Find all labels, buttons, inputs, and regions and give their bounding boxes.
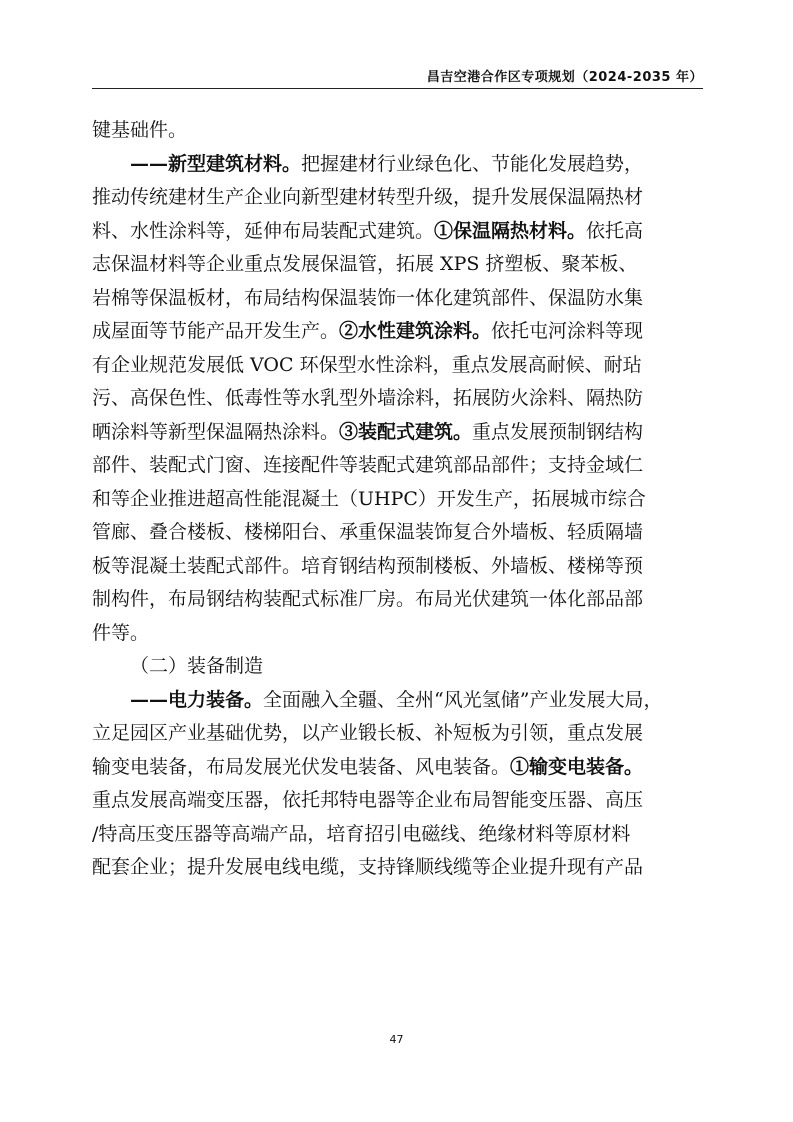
text-run: 岩棉等保温板材，布局结构保温装饰一体化建筑部件、保温防水集 (92, 286, 644, 309)
text-line (92, 516, 703, 550)
text-run: 件等。 (92, 621, 150, 644)
text-line (92, 751, 703, 785)
text-run: 重点发展高端变压器，依托邦特电器等企业布局智能变压器、高压 (92, 789, 644, 811)
text-line (92, 617, 703, 651)
text-line (92, 114, 703, 148)
text-line (92, 818, 703, 852)
bold-heading-run: ——电力装备。 (130, 688, 264, 711)
text-run: 制构件，布局钢结构装配式标准厂房。布局光伏建筑一体化部品部 (92, 588, 644, 610)
text-run: 键基础件。 (92, 119, 188, 141)
text-run: 配套企业；提升发展电线电缆，支持锋顺线缆等企业提升现有产品 (92, 856, 644, 878)
text-line (92, 416, 703, 450)
text-run: /特高压变压器等高端产品，培育招引电磁线、绝缘材料等原材料 (92, 822, 631, 845)
text-line (92, 650, 703, 684)
paragraph (92, 650, 703, 684)
text-run: 板等混凝土装配式部件。培育钢结构预制楼板、外墙板、楼梯等预 (92, 554, 644, 577)
text-line (92, 851, 703, 885)
text-run: 污、高保色性、低毒性等水乳型外墙涂料，拓展防火涂料、隔热防 (92, 387, 644, 409)
text-line (92, 717, 703, 751)
document-body (92, 114, 703, 885)
text-line (92, 215, 703, 249)
text-line (92, 483, 703, 517)
text-run: 输变电装备，布局发展光伏发电装备、风电装备。 (92, 755, 511, 778)
text-line (92, 784, 703, 818)
text-run: （二）装备制造 (130, 655, 264, 677)
text-line (92, 148, 703, 182)
bold-heading-run: ②水性建筑涂料。 (339, 320, 492, 342)
bold-heading-run: ①输变电装备。 (510, 755, 644, 778)
text-run: 依托屯河涂料等现 (491, 320, 644, 342)
bold-heading-run: ①保温隔热材料。 (434, 219, 587, 242)
paragraph (92, 684, 703, 885)
text-line (92, 349, 703, 383)
header-title: 昌吉空港合作区专项规划（2024-2035 年） (426, 70, 703, 85)
text-run: 把握建材行业绿色化、节能化发展趋势， (301, 152, 644, 175)
running-header (92, 66, 703, 89)
text-run: 管廊、叠合楼板、楼梯阳台、承重保温装饰复合外墙板、轻质隔墙 (92, 521, 644, 543)
text-line (92, 449, 703, 483)
text-run: 重点发展预制钢结构 (472, 420, 644, 443)
text-run: 立足园区产业基础优势，以产业锻长板、补短板为引领，重点发展 (92, 722, 644, 744)
text-line (92, 684, 703, 718)
text-run: 推动传统建材生产企业向新型建材转型升级，提升发展保温隔热材 (92, 186, 644, 208)
text-line (92, 550, 703, 584)
text-line (92, 248, 703, 282)
text-line (92, 181, 703, 215)
text-run: 成屋面等节能产品开发生产。 (92, 320, 340, 342)
text-run: 晒涂料等新型保温隔热涂料。 (92, 420, 340, 443)
page-number: 47 (389, 1033, 404, 1046)
text-line (92, 282, 703, 316)
text-run: 依托高 (586, 219, 644, 242)
text-run: 有企业规范发展低 VOC 环保型水性涂料，重点发展高耐候、耐玷 (92, 353, 642, 376)
text-line (92, 315, 703, 349)
text-line (92, 382, 703, 416)
text-line (92, 583, 703, 617)
text-run: 部件、装配式门窗、连接配件等装配式建筑部品部件；支持金域仁 (92, 454, 644, 476)
bold-heading-run: ——新型建筑材料。 (130, 152, 302, 175)
text-run: 全面融入全疆、全州“风光氢储”产业发展大局， (263, 688, 663, 711)
paragraph (92, 114, 703, 148)
paragraph (92, 148, 703, 651)
bold-heading-run: ③装配式建筑。 (339, 420, 473, 443)
text-run: 志保温材料等企业重点发展保温管，拓展 XPS 挤塑板、聚苯板、 (92, 253, 638, 275)
text-run: 和等企业推进超高性能混凝土（UHPC）开发生产，拓展城市综合 (92, 487, 646, 510)
text-run: 料、水性涂料等，延伸布局装配式建筑。 (92, 219, 435, 242)
